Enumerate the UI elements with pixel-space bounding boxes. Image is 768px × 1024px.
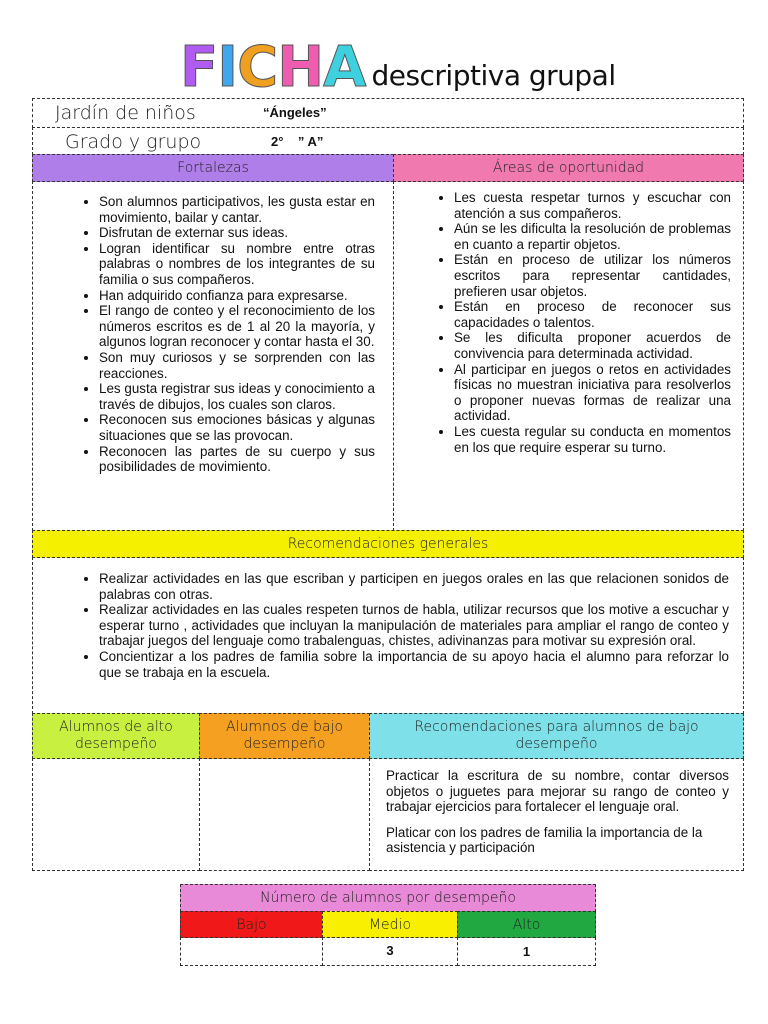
fortaleza-item: • Les gusta registrar sus ideas y conocimiento a través de dibujos, los cuales son claros. xyxy=(99,381,375,412)
recomendacion-item: • Realizar actividades en las que escriban y participen en juegos orales en las que relacionen sonidos de palabras con otras. xyxy=(99,571,729,602)
ficha-letter: I xyxy=(217,35,238,100)
page-subtitle: descriptiva grupal xyxy=(371,59,616,92)
recomendacion-item: • Concientizar a los padres de familia sobre la importancia de su apoyo hacia el alumno para reforzar lo que se trabaja en la escuela. xyxy=(99,649,729,680)
grade-value: 2° ” A” xyxy=(271,134,324,149)
kinder-row xyxy=(32,98,744,128)
oportunidad-item: • Al participar en juegos o retos en actividades físicas no muestran iniciativa para resolverlos o proponer nuevas formas de realizar una actividad. xyxy=(454,362,731,424)
page-title xyxy=(180,30,616,100)
recomendaciones-bajo-cell xyxy=(369,758,744,871)
oportunidad-item: • Les cuesta regular su conducta en momentos en los que require esperar su turno. xyxy=(454,424,731,455)
medio-count: 3 xyxy=(322,937,458,966)
oportunidad-item: • Se les dificulta proponer acuerdos de convivencia para determinada actividad. xyxy=(454,330,731,361)
recomendacion-item: • Realizar actividades en las cuales respeten turnos de habla, utilizar recursos que los motive a escuchar y esperar turno , actividades que incluyan la manipulación de materiales para ampliar el rango de conteo y trabajar juegos del lenguaje como trabalenguas, chistes, adivinanzas para motivar su expresión oral. xyxy=(99,602,729,649)
fortaleza-item: • Son alumnos participativos, les gusta estar en movimiento, bailar y cantar. xyxy=(99,194,375,225)
fortaleza-item: • Reconocen sus emociones básicas y algunas situaciones que se las provocan. xyxy=(99,412,375,443)
oportunidad-list xyxy=(434,190,731,455)
bajo-label: Bajo xyxy=(180,911,323,938)
grade-row xyxy=(32,127,744,155)
recomendaciones-header: Recomendaciones generales xyxy=(32,530,744,558)
oportunidad-item: • Están en proceso de reconocer sus capacidades o talentos. xyxy=(454,299,731,330)
ficha-letter: H xyxy=(277,35,324,100)
oportunidad-box xyxy=(393,181,744,531)
grade-label: Grado y grupo xyxy=(65,131,202,153)
fortaleza-item: • Disfrutan de externar sus ideas. xyxy=(99,225,375,241)
fortalezas-box xyxy=(32,181,394,531)
fortaleza-item: • El rango de conteo y el reconocimiento de los números escritos es de 1 al 20 la mayoría, y algunos logran reconocer y contar hasta el 30. xyxy=(99,303,375,350)
recomendaciones-box xyxy=(32,557,744,714)
fortaleza-item: • Han adquirido confianza para expresarse. xyxy=(99,288,375,304)
fortaleza-item: • Logran identificar su nombre entre otras palabras o nombres de los integrantes de su familia o sus compañeros. xyxy=(99,241,375,288)
ficha-letter: F xyxy=(180,35,218,100)
recomendacion-bajo-2: Platicar con los padres de familia la importancia de la asistencia y participación xyxy=(386,824,703,856)
alto-desempeno-header: Alumnos de alto desempeño xyxy=(32,713,200,759)
ficha-logo xyxy=(180,35,366,100)
oportunidad-item: • Aún se les dificulta la resolución de problemas en cuanto a repartir objetos. xyxy=(454,221,731,252)
bajo-desempeno-header: Alumnos de bajo desempeño xyxy=(199,713,370,759)
recomendaciones-bajo-header: Recomendaciones para alumnos de bajo desempeño xyxy=(369,713,744,759)
ficha-letter: C xyxy=(237,35,278,100)
ficha-letter: A xyxy=(323,35,366,100)
alto-desempeno-cell xyxy=(32,758,200,871)
oportunidad-header: Áreas de oportunidad xyxy=(393,154,744,182)
fortaleza-item: • Reconocen las partes de su cuerpo y sus posibilidades de movimiento. xyxy=(99,444,375,475)
kinder-label: Jardín de niños xyxy=(55,102,196,124)
bajo-count xyxy=(180,937,323,966)
numero-header: Número de alumnos por desempeño xyxy=(180,884,596,912)
fortaleza-item: • Son muy curiosos y se sorprenden con las reacciones. xyxy=(99,350,375,381)
oportunidad-item: • Les cuesta respetar turnos y escuchar con atención a sus compañeros. xyxy=(454,190,731,221)
recomendaciones-list xyxy=(79,571,729,680)
recomendacion-bajo-1: Practicar la escritura de su nombre, contar diversos objetos o juguetes para mejorar su rango de conteo y trabajar ejercicios para fortalecer el lenguaje oral. xyxy=(386,768,729,815)
fortalezas-header: Fortalezas xyxy=(32,154,394,182)
fortalezas-list xyxy=(79,194,375,475)
alto-label: Alto xyxy=(457,911,596,938)
medio-label: Medio xyxy=(322,911,458,938)
bajo-desempeno-cell xyxy=(199,758,370,871)
oportunidad-item: • Están en proceso de utilizar los números escritos para representar cantidades, prefieren usar objetos. xyxy=(454,252,731,299)
kinder-value: “Ángeles” xyxy=(263,105,327,120)
alto-count: 1 xyxy=(457,937,596,966)
